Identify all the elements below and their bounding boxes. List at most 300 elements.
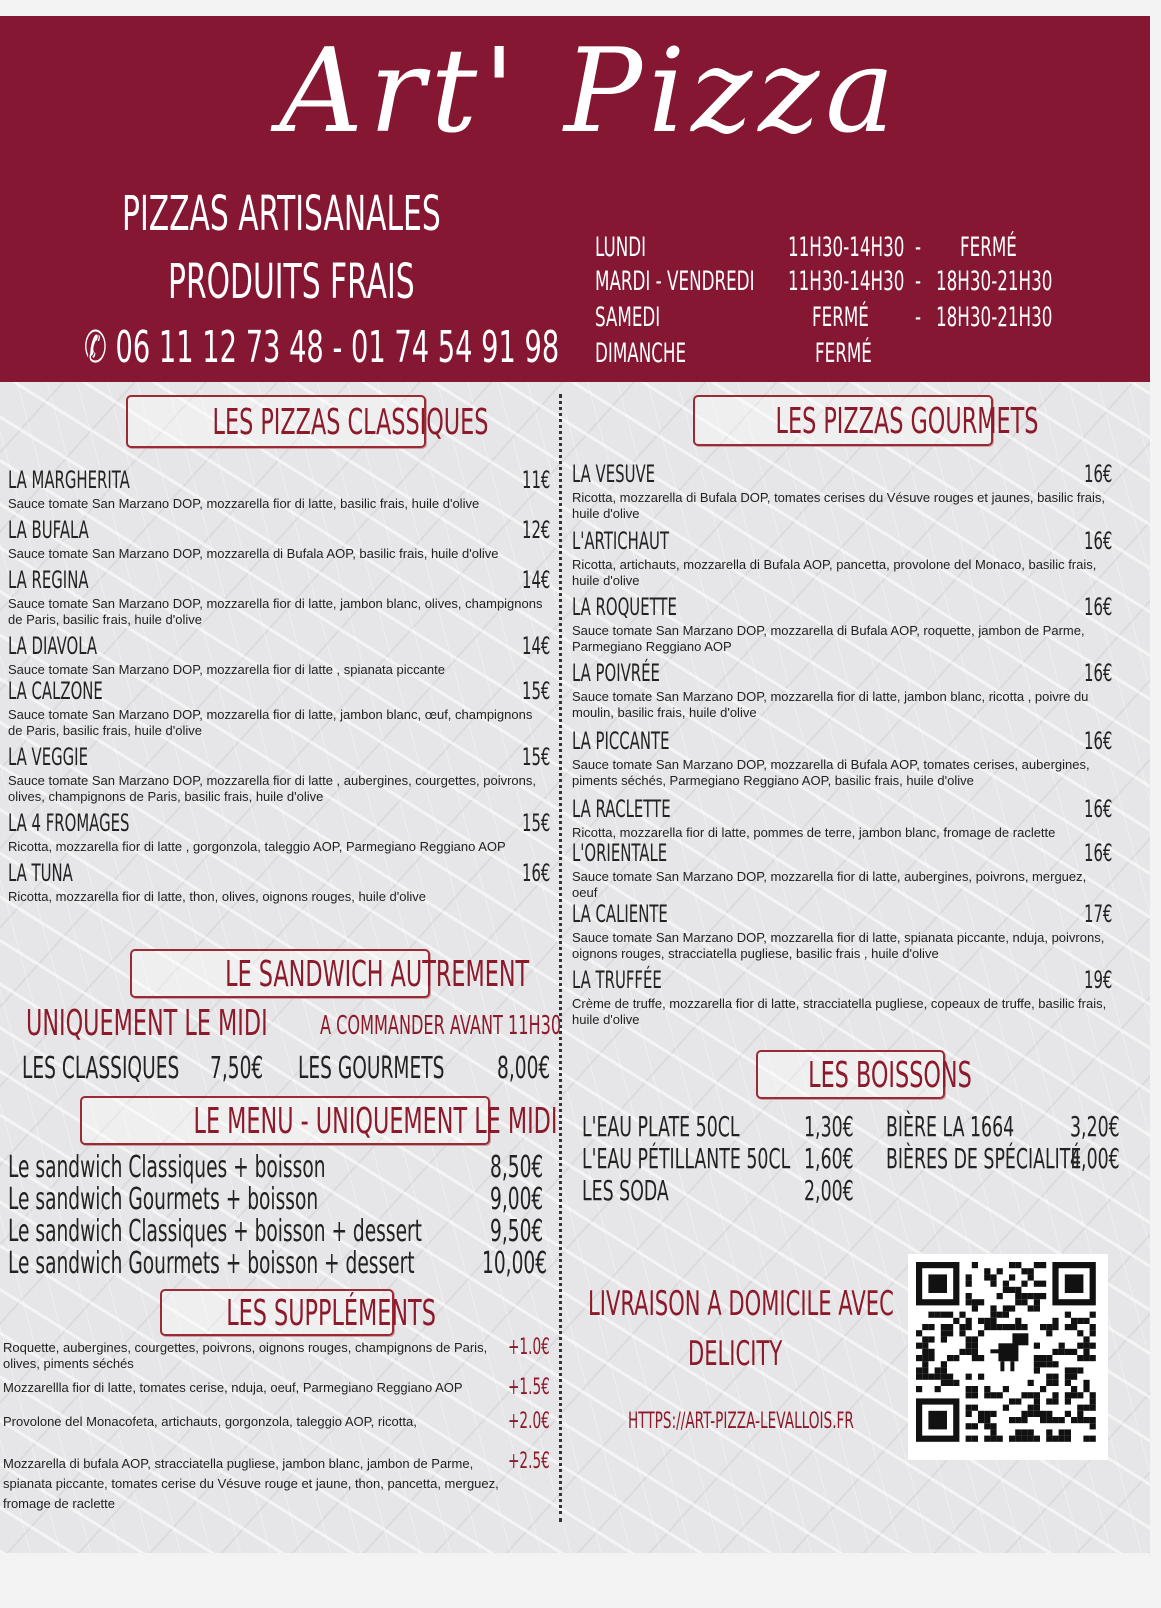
qr-module: [972, 1386, 978, 1392]
menu-item-label: [8, 1182, 508, 1217]
qr-module: [1040, 1293, 1046, 1299]
qr-module: [997, 1436, 1003, 1442]
qr-module: [935, 1312, 941, 1318]
undefined: L'EAU PLATE 50CL: [582, 1110, 740, 1143]
undefined: +1.5€: [508, 1375, 550, 1400]
undefined: 14€: [522, 566, 551, 594]
title-sandwich: LE SANDWICH AUTREMENT: [130, 949, 430, 998]
qr-module: [966, 1374, 972, 1380]
undefined: 18H30-21H30: [936, 302, 1053, 333]
qr-module: [966, 1343, 972, 1349]
qr-module: [1059, 1436, 1065, 1442]
undefined: +2.0€: [508, 1409, 550, 1434]
undefined: SAMEDI: [595, 302, 661, 333]
qr-module: [1028, 1436, 1034, 1442]
qr-module: [935, 1374, 941, 1380]
sandwich-midi: UNIQUEMENT LE MIDI: [26, 1003, 268, 1044]
undefined: 11H30-14H30: [788, 266, 905, 297]
qr-module: [972, 1349, 978, 1355]
qr-module: [1040, 1361, 1046, 1367]
undefined: LA CALIENTE: [572, 900, 668, 928]
qr-module: [972, 1336, 978, 1342]
drink-label: [582, 1110, 836, 1143]
undefined: 16€: [1084, 727, 1113, 755]
qr-module: [966, 1392, 972, 1398]
qr-module: [947, 1380, 953, 1386]
qr-module: [928, 1324, 934, 1330]
qr-module: [1003, 1324, 1009, 1330]
hours-row: [0, 266, 1150, 300]
qr-module: [922, 1361, 928, 1367]
qr-module: [1046, 1398, 1052, 1404]
menu-item-label: [8, 1150, 520, 1185]
drink-label: [582, 1174, 722, 1207]
qr-module: [1065, 1374, 1071, 1380]
qr-module: [1003, 1287, 1009, 1293]
qr-module: [947, 1324, 953, 1330]
qr-module: [1083, 1417, 1089, 1423]
qr-dino-icon: [1010, 1361, 1014, 1371]
qr-module: [1009, 1417, 1015, 1423]
qr-module: [922, 1349, 928, 1355]
qr-module: [1065, 1367, 1071, 1373]
undefined: 10,00€: [482, 1246, 548, 1281]
qr-module: [990, 1318, 996, 1324]
qr-module: [941, 1374, 947, 1380]
qr-module: [978, 1355, 984, 1361]
drink-price: [804, 1174, 884, 1207]
qr-module: [978, 1330, 984, 1336]
qr-module: [941, 1361, 947, 1367]
qr-module: [1077, 1417, 1083, 1423]
qr-module: [990, 1324, 996, 1330]
pizza-price: [1084, 727, 1130, 756]
undefined: LA POIVRÉE: [572, 659, 660, 687]
pizza-name: [572, 839, 725, 868]
undefined: LA PICCANTE: [572, 727, 670, 755]
qr-module: [1059, 1343, 1065, 1349]
qr-module: [1034, 1436, 1040, 1442]
qr-module: [1034, 1392, 1040, 1398]
qr-finder: [1065, 1274, 1084, 1293]
supplement-price: [508, 1448, 575, 1474]
undefined: Le sandwich Classiques + boisson + dessert: [8, 1214, 422, 1249]
pizza-price: [1084, 966, 1130, 995]
qr-module: [1090, 1330, 1096, 1336]
qr-module: [928, 1312, 934, 1318]
qr-module: [1065, 1398, 1071, 1404]
phone-icon: ✆: [84, 322, 107, 373]
qr-module: [1021, 1436, 1027, 1442]
pizza-name: [8, 859, 113, 888]
qr-module: [978, 1411, 984, 1417]
qr-module: [966, 1349, 972, 1355]
qr-module: [1021, 1417, 1027, 1423]
qr-module: [1009, 1305, 1015, 1311]
qr-module: [1009, 1262, 1015, 1268]
title-pizzas-classiques: LES PIZZAS CLASSIQUES: [126, 395, 426, 448]
undefined: LA MARGHERITA: [8, 466, 130, 494]
pizza-name: [8, 566, 138, 595]
qr-module: [966, 1336, 972, 1342]
pizza-price: [1084, 900, 1130, 929]
qr-dino-icon: [1000, 1361, 1004, 1371]
qr-module: [1009, 1274, 1015, 1280]
undefined: LA CALZONE: [8, 677, 103, 705]
supplement-description: Mozzarellla fior di latte, tomates cerise, nduja, oeuf, Parmegiano Reggiano AOP: [3, 1380, 463, 1395]
drink-price: [804, 1110, 884, 1143]
qr-module: [1077, 1330, 1083, 1336]
qr-module: [1034, 1262, 1040, 1268]
qr-module: [1065, 1392, 1071, 1398]
qr-module: [1052, 1417, 1058, 1423]
qr-module: [1015, 1318, 1021, 1324]
pizza-description: Ricotta, mozzarella fior di latte, pommes de terre, jambon blanc, fromage de raclette: [572, 825, 1056, 840]
qr-module: [1052, 1349, 1058, 1355]
pizza-name: [572, 593, 741, 622]
qr-module: [1059, 1429, 1065, 1435]
qr-module: [1090, 1343, 1096, 1349]
qr-module: [916, 1374, 922, 1380]
undefined: BIÈRES DE SPÉCIALITÉ: [886, 1142, 1082, 1175]
qr-module: [1003, 1312, 1009, 1318]
qr-module: [1046, 1436, 1052, 1442]
qr-module: [1090, 1392, 1096, 1398]
tagline-artisanales: PIZZAS ARTISANALES: [122, 186, 441, 242]
qr-module: [990, 1281, 996, 1287]
qr-module: [978, 1374, 984, 1380]
qr-module: [941, 1330, 947, 1336]
phone-numbers[interactable]: 06 11 12 73 48 - 01 74 54 91 98: [115, 322, 560, 373]
qr-module: [1021, 1429, 1027, 1435]
pizza-description: Sauce tomate San Marzano DOP, mozzarella fior di latte, aubergines, poivrons, merguez, oeuf: [572, 869, 1087, 900]
qr-module: [978, 1318, 984, 1324]
supplement-price: [508, 1408, 575, 1434]
qr-module: [1015, 1293, 1021, 1299]
undefined: MARDI - VENDREDI: [595, 266, 755, 297]
qr-module: [966, 1324, 972, 1330]
drink-price: [1070, 1142, 1150, 1175]
qr-module: [1009, 1287, 1015, 1293]
qr-module: [1040, 1324, 1046, 1330]
undefined: LA RACLETTE: [572, 795, 671, 823]
pizza-description: Sauce tomate San Marzano DOP, mozzarella fior di latte , aubergines, courgettes, poivrons, olives, champignons de Paris, basilic frais, huile d'olive: [8, 773, 536, 804]
qr-module: [1090, 1355, 1096, 1361]
qr-module: [1071, 1386, 1077, 1392]
undefined: 16€: [1084, 527, 1113, 555]
qr-module: [1015, 1398, 1021, 1404]
qr-module: [1065, 1324, 1071, 1330]
qr-module: [1015, 1417, 1021, 1423]
qr-module: [990, 1274, 996, 1280]
supplement-description: Roquette, aubergines, courgettes, poivrons, oignons rouges, champignons de Paris, olives, piments séchés: [3, 1340, 488, 1371]
qr-module: [990, 1436, 996, 1442]
pizza-price: [522, 743, 568, 772]
qr-module: [1034, 1281, 1040, 1287]
qr-module: [1009, 1324, 1015, 1330]
hours-row: [0, 302, 1150, 336]
qr-module: [1015, 1262, 1021, 1268]
qr-dino-icon: [998, 1343, 1018, 1361]
qr-module: [1059, 1349, 1065, 1355]
pizza-price: [522, 677, 568, 706]
qr-module: [1009, 1436, 1015, 1442]
qr-module: [972, 1405, 978, 1411]
undefined: 2,00€: [804, 1174, 854, 1207]
undefined: LA TRUFFÉE: [572, 966, 662, 994]
qr-module: [1015, 1287, 1021, 1293]
qr-module: [1090, 1436, 1096, 1442]
qr-module: [1077, 1318, 1083, 1324]
hours-row: [0, 338, 1150, 372]
pizza-name: [572, 527, 729, 556]
undefined: 16€: [1084, 659, 1113, 687]
qr-module: [922, 1367, 928, 1373]
qr-module: [922, 1355, 928, 1361]
undefined: 16€: [1084, 460, 1113, 488]
pizza-name: [8, 743, 137, 772]
qr-module: [984, 1318, 990, 1324]
qr-module: [1052, 1380, 1058, 1386]
qr-module: [1090, 1324, 1096, 1330]
qr-module: [1021, 1293, 1027, 1299]
qr-module: [1090, 1423, 1096, 1429]
undefined: LA DIAVOLA: [8, 632, 98, 660]
undefined: LUNDI: [595, 232, 647, 263]
qr-module: [1046, 1330, 1052, 1336]
qr-module: [1028, 1392, 1034, 1398]
qr-module: [978, 1417, 984, 1423]
qr-module: [1065, 1436, 1071, 1442]
qr-module: [966, 1318, 972, 1324]
qr-module: [966, 1386, 972, 1392]
drink-price: [1070, 1110, 1150, 1143]
qr-module: [916, 1355, 922, 1361]
qr-module: [1015, 1429, 1021, 1435]
qr-module: [916, 1330, 922, 1336]
tagline-produits-frais: PRODUITS FRAIS: [168, 254, 415, 310]
qr-module: [1021, 1268, 1027, 1274]
qr-module: [1077, 1392, 1083, 1398]
qr-module: [984, 1436, 990, 1442]
qr-module: [947, 1355, 953, 1361]
qr-module: [1077, 1367, 1083, 1373]
qr-module: [972, 1305, 978, 1311]
pizza-description: Sauce tomate San Marzano DOP, mozzarella fior di latte, jambon blanc, œuf, champignons de Paris, basilic frais, huile d'olive: [8, 707, 533, 738]
pizza-description: Ricotta, mozzarella di Bufala DOP, tomates cerises du Vésuve rouges et jaunes, basilic frais, huile d'olive: [572, 490, 1106, 521]
qr-module: [1046, 1411, 1052, 1417]
qr-module: [1028, 1411, 1034, 1417]
qr-module: [1034, 1367, 1040, 1373]
title-menu-midi: LE MENU - UNIQUEMENT LE MIDI: [80, 1096, 490, 1145]
qr-module: [1083, 1349, 1089, 1355]
pizza-price: [1084, 593, 1130, 622]
qr-module: [941, 1336, 947, 1342]
undefined: LA ROQUETTE: [572, 593, 677, 621]
sandwich-gourmets-label: LES GOURMETS: [298, 1051, 445, 1086]
qr-module: [1052, 1374, 1058, 1380]
pizza-description: Sauce tomate San Marzano DOP, mozzarella fior di latte, jambon blanc, olives, champignons de Paris, basilic frais, huile d'olive: [8, 596, 543, 627]
undefined: -: [915, 266, 922, 297]
qr-module: [1003, 1305, 1009, 1311]
pizza-price: [522, 466, 568, 495]
undefined: LA BUFALA: [8, 516, 89, 544]
delivery-line2: DELICITY: [688, 1334, 783, 1374]
undefined: 1,60€: [804, 1142, 854, 1175]
qr-module: [972, 1423, 978, 1429]
undefined: +1.0€: [508, 1335, 550, 1360]
qr-module: [997, 1293, 1003, 1299]
undefined: 15€: [522, 677, 551, 705]
qr-module: [997, 1268, 1003, 1274]
qr-module: [990, 1392, 996, 1398]
qr-module: [1083, 1386, 1089, 1392]
qr-module: [947, 1312, 953, 1318]
title-boissons: LES BOISSONS: [756, 1050, 945, 1099]
pizza-description: Sauce tomate San Marzano DOP, mozzarella di Bufala AOP, roquette, jambon de Parme, Parmegiano Reggiano AOP: [572, 623, 1085, 654]
qr-dino-icon: [990, 1349, 1000, 1353]
qr-module: [972, 1299, 978, 1305]
qr-module: [1065, 1429, 1071, 1435]
qr-module: [966, 1436, 972, 1442]
undefined: BIÈRE LA 1664: [886, 1110, 1015, 1143]
undefined: -: [915, 232, 922, 263]
qr-module: [1040, 1281, 1046, 1287]
qr-module: [1052, 1324, 1058, 1330]
qr-module: [1028, 1429, 1034, 1435]
qr-module: [922, 1336, 928, 1342]
qr-module: [1065, 1411, 1071, 1417]
title-pizzas-gourmets: LES PIZZAS GOURMETS: [693, 395, 993, 446]
qr-module: [966, 1281, 972, 1287]
qr-module: [941, 1324, 947, 1330]
qr-module: [959, 1324, 965, 1330]
qr-module: [966, 1293, 972, 1299]
sandwich-order-before: A COMMANDER AVANT 11H30: [320, 1011, 562, 1041]
qr-finder: [928, 1411, 947, 1430]
undefined: 9,00€: [490, 1182, 544, 1217]
qr-module: [966, 1274, 972, 1280]
undefined: 4,00€: [1070, 1142, 1120, 1175]
undefined: DIMANCHE: [595, 338, 687, 369]
qr-module: [1034, 1299, 1040, 1305]
qr-module: [922, 1374, 928, 1380]
qr-module: [1046, 1361, 1052, 1367]
qr-module: [1028, 1380, 1034, 1386]
undefined: Le sandwich Gourmets + boisson: [8, 1182, 319, 1217]
pizza-name: [8, 677, 161, 706]
qr-module: [1071, 1324, 1077, 1330]
qr-module: [959, 1312, 965, 1318]
qr-module: [1028, 1293, 1034, 1299]
qr-module: [1034, 1355, 1040, 1361]
qr-module: [916, 1386, 922, 1392]
supplement-price: [508, 1334, 575, 1360]
pizza-name: [572, 659, 714, 688]
qr-module: [984, 1324, 990, 1330]
undefined: -: [915, 302, 922, 333]
undefined: LES SODA: [582, 1174, 669, 1207]
qr-module: [1071, 1374, 1077, 1380]
pizza-price: [522, 566, 568, 595]
qr-module: [1046, 1417, 1052, 1423]
qr-module: [984, 1423, 990, 1429]
qr-module: [972, 1355, 978, 1361]
qr-code-icon[interactable]: [908, 1254, 1108, 1460]
undefined: 16€: [1084, 839, 1113, 867]
qr-module: [928, 1336, 934, 1342]
sandwich-classiques-price: 7,50€: [210, 1051, 264, 1086]
qr-module: [1034, 1398, 1040, 1404]
qr-module: [1052, 1318, 1058, 1324]
qr-module: [1003, 1281, 1009, 1287]
pizza-price: [522, 632, 568, 661]
pizza-description: Sauce tomate San Marzano DOP, mozzarella fior di latte, jambon blanc, ricotta , poivre du moulin, basilic frais, huile d'olive: [572, 689, 1089, 720]
qr-module: [1015, 1299, 1021, 1305]
qr-module: [916, 1367, 922, 1373]
pizza-description: Crème de truffe, mozzarella fior di latte, stracciatella pugliese, copeaux de truffe, basilic frais, huile d'olive: [572, 996, 1107, 1027]
qr-module: [1028, 1274, 1034, 1280]
undefined: LA REGINA: [8, 566, 89, 594]
qr-module: [1034, 1361, 1040, 1367]
pizza-description: Sauce tomate San Marzano DOP, mozzarella fior di latte, spianata piccante, nduja, poivrons, oignons rouges, stracciatella pugliese, basilic frais , huile d'olive: [572, 930, 1105, 961]
qr-module: [984, 1274, 990, 1280]
qr-finder: [928, 1274, 947, 1293]
undefined: 15€: [522, 743, 551, 771]
qr-module: [1046, 1324, 1052, 1330]
qr-module: [922, 1324, 928, 1330]
qr-module: [953, 1380, 959, 1386]
qr-module: [928, 1355, 934, 1361]
qr-module: [990, 1423, 996, 1429]
qr-module: [1040, 1262, 1046, 1268]
qr-module: [1046, 1429, 1052, 1435]
qr-module: [966, 1423, 972, 1429]
undefined: 16€: [1084, 593, 1113, 621]
qr-module: [941, 1312, 947, 1318]
qr-module: [997, 1392, 1003, 1398]
qr-module: [1065, 1349, 1071, 1355]
qr-module: [947, 1330, 953, 1336]
undefined: Le sandwich Classiques + boisson: [8, 1150, 326, 1185]
qr-module: [1003, 1386, 1009, 1392]
qr-module: [1034, 1405, 1040, 1411]
qr-module: [1021, 1411, 1027, 1417]
pizza-description: Sauce tomate San Marzano DOP, mozzarella fior di latte , spianata piccante: [8, 662, 445, 677]
qr-module: [990, 1312, 996, 1318]
qr-module: [1071, 1392, 1077, 1398]
undefined: 19€: [1084, 966, 1113, 994]
undefined: Le sandwich Gourmets + boisson + dessert: [8, 1246, 415, 1281]
qr-module: [1077, 1411, 1083, 1417]
qr-module: [953, 1355, 959, 1361]
qr-module: [1065, 1312, 1071, 1318]
qr-module: [1046, 1355, 1052, 1361]
sandwich-classiques-label: LES CLASSIQUES: [22, 1051, 180, 1086]
undefined: FERMÉ: [812, 302, 869, 333]
qr-module: [1059, 1417, 1065, 1423]
qr-module: [1015, 1324, 1021, 1330]
qr-module: [1021, 1299, 1027, 1305]
qr-module: [984, 1417, 990, 1423]
qr-module: [984, 1386, 990, 1392]
qr-module: [1083, 1355, 1089, 1361]
qr-module: [978, 1299, 984, 1305]
qr-module: [1003, 1405, 1009, 1411]
pizza-description: Ricotta, mozzarella fior di latte , gorgonzola, taleggio AOP, Parmegiano Reggiano AOP: [8, 839, 506, 854]
qr-module: [935, 1367, 941, 1373]
undefined: L'EAU PÉTILLANTE 50CL: [582, 1142, 791, 1175]
